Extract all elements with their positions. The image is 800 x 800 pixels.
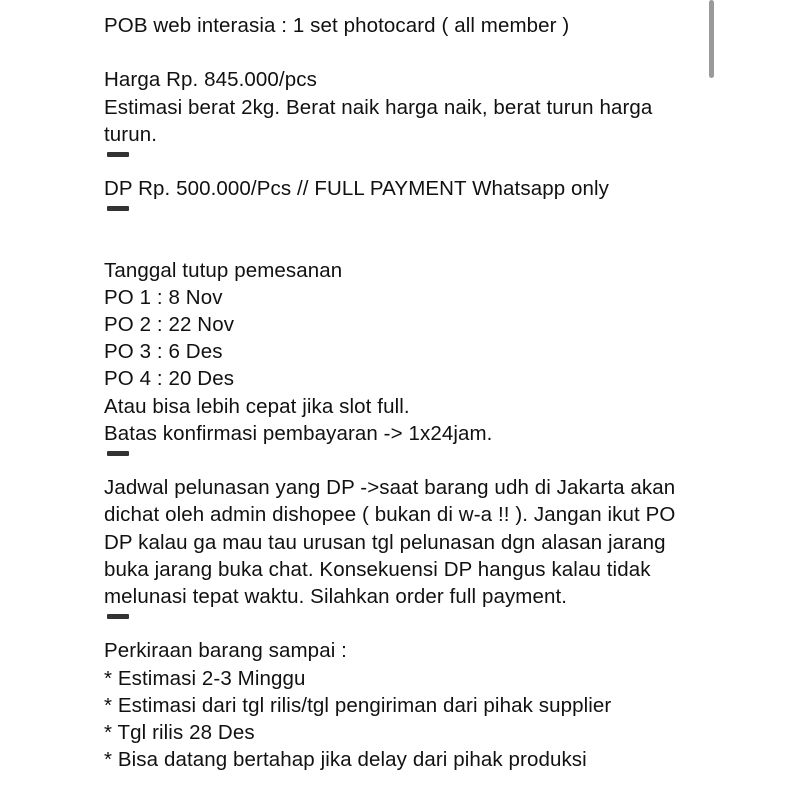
separator-row xyxy=(104,202,694,229)
note-paragraph-jadwal-pelunasan: Jadwal pelunasan yang DP ->saat barang udh di Jakarta akan dichat oleh admin dishopee ( bukan di w-a !! ). Jangan ikut PO DP kalau ga mau tau urusan tgl pelunasan dgn alasan jarang buka jarang buka chat. Konsekuensi DP hangus kalau tidak melunasi tepat waktu. Silahkan order full payment. xyxy=(104,476,676,609)
note-line-perkiraan: Perkiraan barang sampai : xyxy=(104,639,347,663)
blank-line xyxy=(104,39,694,66)
note-line-po1: PO 1 : 8 Nov xyxy=(104,285,223,309)
note-line-estimasi-berat: Estimasi berat 2kg. Berat naik harga naik, berat turun harga turun. xyxy=(104,95,653,146)
note-line-tanggal-tutup: Tanggal tutup pemesanan xyxy=(104,258,343,282)
note-bullet-bertahap: * Bisa datang bertahap jika delay dari pihak produksi xyxy=(104,748,587,772)
horizontal-bar-icon xyxy=(107,206,129,211)
horizontal-bar-icon xyxy=(107,614,129,619)
note-bullet-tgl-rilis: * Tgl rilis 28 Des xyxy=(104,720,255,744)
note-bullet-minggu: * Estimasi 2-3 Minggu xyxy=(104,666,306,690)
note-line-po3: PO 3 : 6 Des xyxy=(104,340,223,364)
note-line-po4: PO 4 : 20 Des xyxy=(104,367,235,391)
note-bullet-tgl-rilis-supplier: * Estimasi dari tgl rilis/tgl pengiriman dari pihak supplier xyxy=(104,693,612,717)
separator-row xyxy=(104,148,694,175)
note-line-dp: DP Rp. 500.000/Pcs // FULL PAYMENT Whatsapp only xyxy=(104,177,609,201)
note-body xyxy=(104,12,694,773)
vertical-scrollbar[interactable] xyxy=(709,0,714,78)
note-line-pob: POB web interasia : 1 set photocard ( all member ) xyxy=(104,14,570,37)
note-line-po2: PO 2 : 22 Nov xyxy=(104,313,235,337)
note-line-batas-konfirmasi: Batas konfirmasi pembayaran -> 1x24jam. xyxy=(104,421,493,445)
note-line-harga: Harga Rp. 845.000/pcs xyxy=(104,68,317,92)
separator-row xyxy=(104,610,694,637)
horizontal-bar-icon xyxy=(107,152,129,157)
separator-row xyxy=(104,447,694,474)
blank-line xyxy=(104,230,694,257)
horizontal-bar-icon xyxy=(107,451,129,456)
note-line-slot-full: Atau bisa lebih cepat jika slot full. xyxy=(104,394,410,418)
